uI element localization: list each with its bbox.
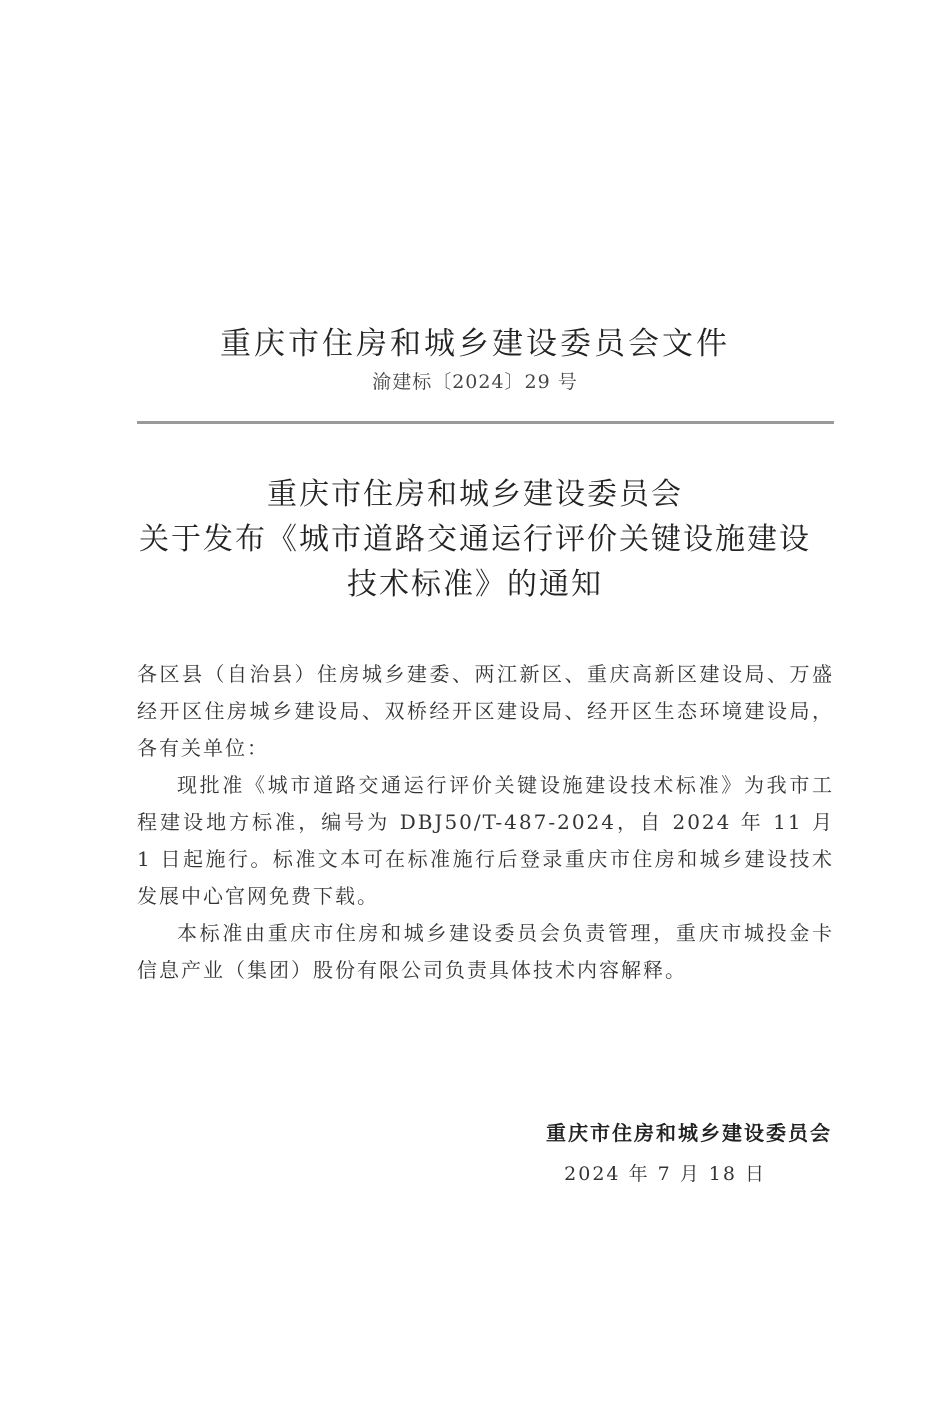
notice-title bbox=[0, 472, 950, 607]
addressee: 各区县（自治县）住房城乡建委、两江新区、重庆高新区建设局、万盛经开区住房城乡建设局、双桥经开区建设局、经开区生态环境建设局，各有关单位： bbox=[137, 662, 834, 760]
body-paragraph-management: 本标准由重庆市住房和城乡建设委员会负责管理，重庆市城投金卡信息产业（集团）股份有限公司负责具体技术内容解释。 bbox=[137, 921, 834, 982]
issue-date: 2024 年 7 月 18 日 bbox=[564, 1163, 766, 1185]
signature-block bbox=[0, 1115, 832, 1189]
body-paragraph-approval: 现批准《城市道路交通运行评价关键设施建设技术标准》为我市工程建设地方标准，编号为 DBJ50/T-487-2024，自 2024 年 11 月 1 日起施行。标准文本可在标准施行后登录重庆市住房和城乡建设技术发展中心官网免费下载。 bbox=[137, 773, 834, 908]
signer: 重庆市住房和城乡建设委员会 bbox=[546, 1121, 832, 1145]
notice-body bbox=[137, 656, 834, 989]
title-line-3: 技术标准》的通知 bbox=[347, 567, 603, 602]
title-line-1: 重庆市住房和城乡建设委员会 bbox=[267, 477, 683, 512]
title-line-2: 关于发布《城市道路交通运行评价关键设施建设 bbox=[139, 522, 811, 557]
header-divider bbox=[137, 421, 834, 424]
document-number: 渝建标〔2024〕29 号 bbox=[372, 371, 578, 393]
document-header bbox=[0, 322, 950, 396]
issuer-title: 重庆市住房和城乡建设委员会文件 bbox=[220, 326, 730, 362]
